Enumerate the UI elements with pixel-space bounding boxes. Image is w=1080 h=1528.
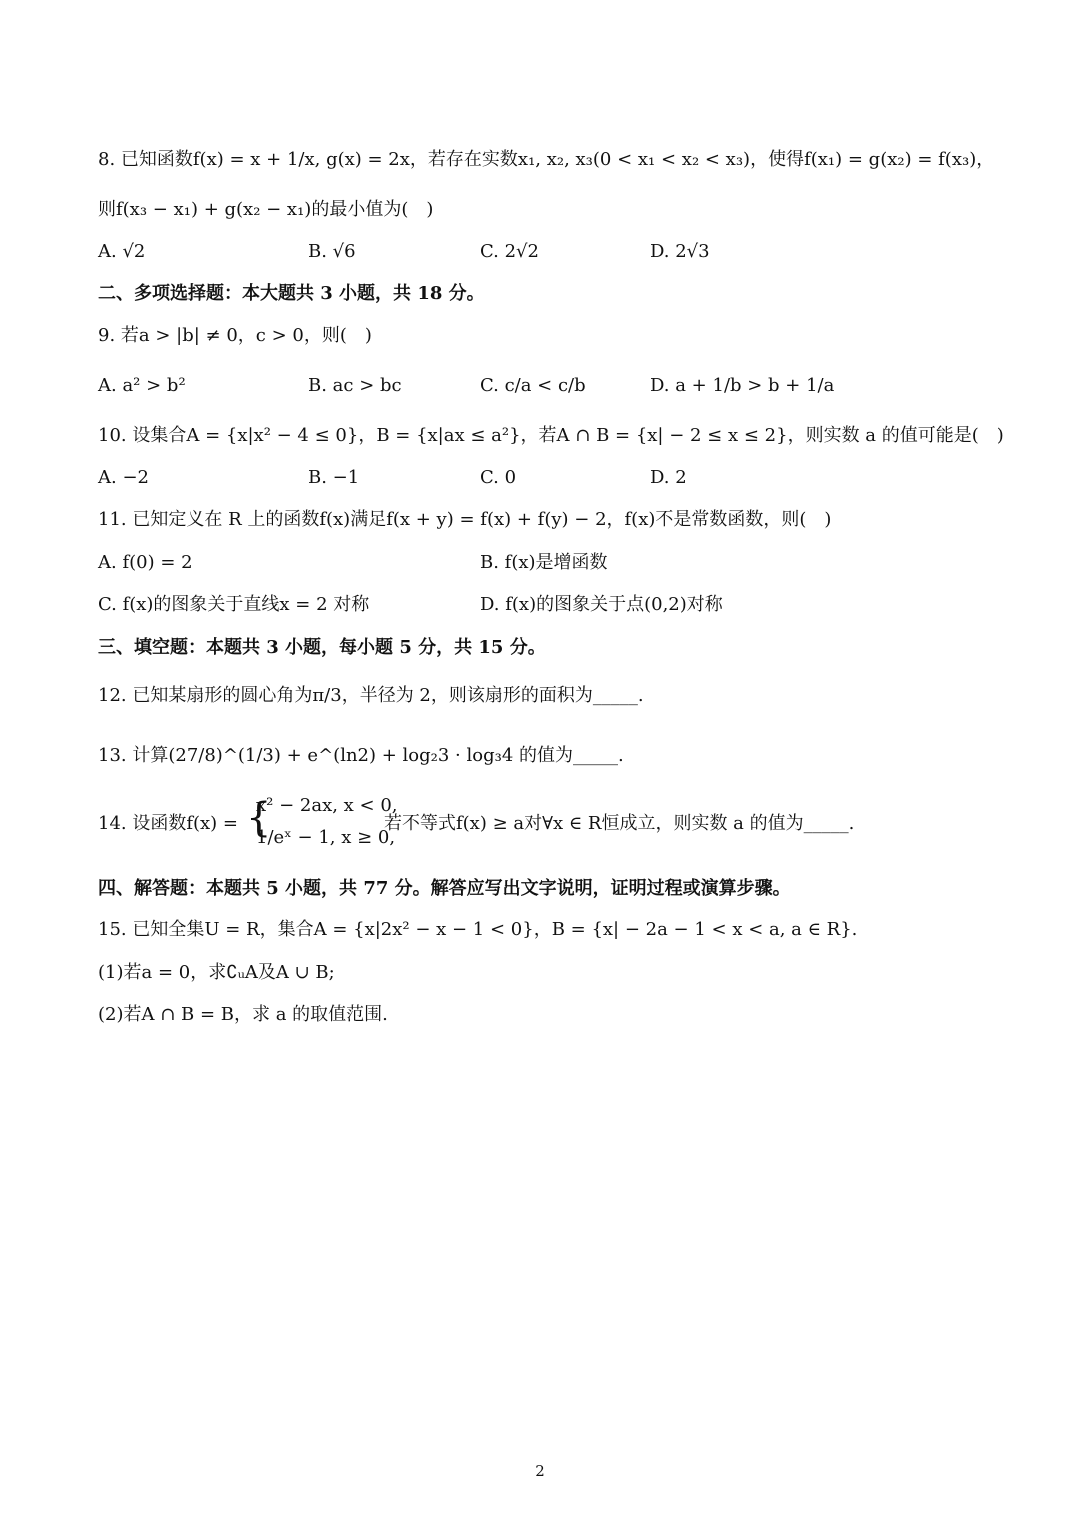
section-heading-2: 二、多项选择题：本大题共 3 小题，共 18 分。 <box>98 283 485 304</box>
option-a: A. a² > b² <box>98 375 186 396</box>
question-14-case2: 1/eˣ − 1, x ≥ 0, <box>256 827 396 848</box>
question-12: 12. 已知某扇形的圆心角为π/3，半径为 2，则该扇形的面积为_____. <box>98 685 644 706</box>
option-d: D. a + 1/b > b + 1/a <box>650 375 835 396</box>
section-heading-3: 三、填空题：本题共 3 小题，每小题 5 分，共 15 分。 <box>98 637 546 658</box>
page-number: 2 <box>535 1462 545 1480</box>
question-9-stem: 9. 若a > |b| ≠ 0，c > 0，则( ) <box>98 325 372 346</box>
brace-icon: { <box>246 795 272 841</box>
option-b: B. −1 <box>308 467 360 488</box>
option-d: D. 2√3 <box>650 241 710 262</box>
question-14-prefix: 14. 设函数f(x) = <box>98 813 239 834</box>
option-c: C. c/a < c/b <box>480 375 586 396</box>
question-14-case1: x² − 2ax, x < 0, <box>256 795 398 816</box>
question-15-part2: (2)若A ∩ B = B，求 a 的取值范围. <box>98 1004 388 1025</box>
option-d: D. 2 <box>650 467 687 488</box>
option-b: B. √6 <box>308 241 356 262</box>
option-c: C. f(x)的图象关于直线x = 2 对称 <box>98 594 370 615</box>
question-8-line2: 则f(x₃ − x₁) + g(x₂ − x₁)的最小值为( ) <box>98 199 434 220</box>
question-11-stem: 11. 已知定义在 R 上的函数f(x)满足f(x + y) = f(x) + f(y) − 2，f(x)不是常数函数，则( ) <box>98 509 832 530</box>
option-d: D. f(x)的图象关于点(0,2)对称 <box>480 594 723 615</box>
question-13: 13. 计算(27/8)^(1/3) + e^(ln2) + log₂3 · log₃4 的值为_____. <box>98 745 624 766</box>
option-c: C. 0 <box>480 467 517 488</box>
option-a: A. −2 <box>98 467 149 488</box>
question-8-line1: 8. 已知函数f(x) = x + 1/x, g(x) = 2x，若存在实数x₁, x₂, x₃(0 < x₁ < x₂ < x₃)，使得f(x₁) = g(x₂) = f(x₃)， <box>98 149 995 170</box>
option-b: B. f(x)是增函数 <box>480 552 608 573</box>
option-a: A. f(0) = 2 <box>98 552 193 573</box>
option-a: A. √2 <box>98 241 146 262</box>
question-14-suffix: 若不等式f(x) ≥ a对∀x ∈ R恒成立，则实数 a 的值为_____. <box>384 813 855 834</box>
option-c: C. 2√2 <box>480 241 539 262</box>
question-10-stem: 10. 设集合A = {x|x² − 4 ≤ 0}，B = {x|ax ≤ a²}，若A ∩ B = {x| − 2 ≤ x ≤ 2}，则实数 a 的值可能是( ) <box>98 425 1004 446</box>
section-heading-4: 四、解答题：本题共 5 小题，共 77 分。解答应写出文字说明，证明过程或演算步骤。 <box>98 878 791 899</box>
question-15-part1: (1)若a = 0，求∁ᵤA及A ∪ B; <box>98 962 335 983</box>
option-b: B. ac > bc <box>308 375 402 396</box>
question-15-stem: 15. 已知全集U = R，集合A = {x|2x² − x − 1 < 0}，B = {x| − 2a − 1 < x < a, a ∈ R}. <box>98 919 858 940</box>
